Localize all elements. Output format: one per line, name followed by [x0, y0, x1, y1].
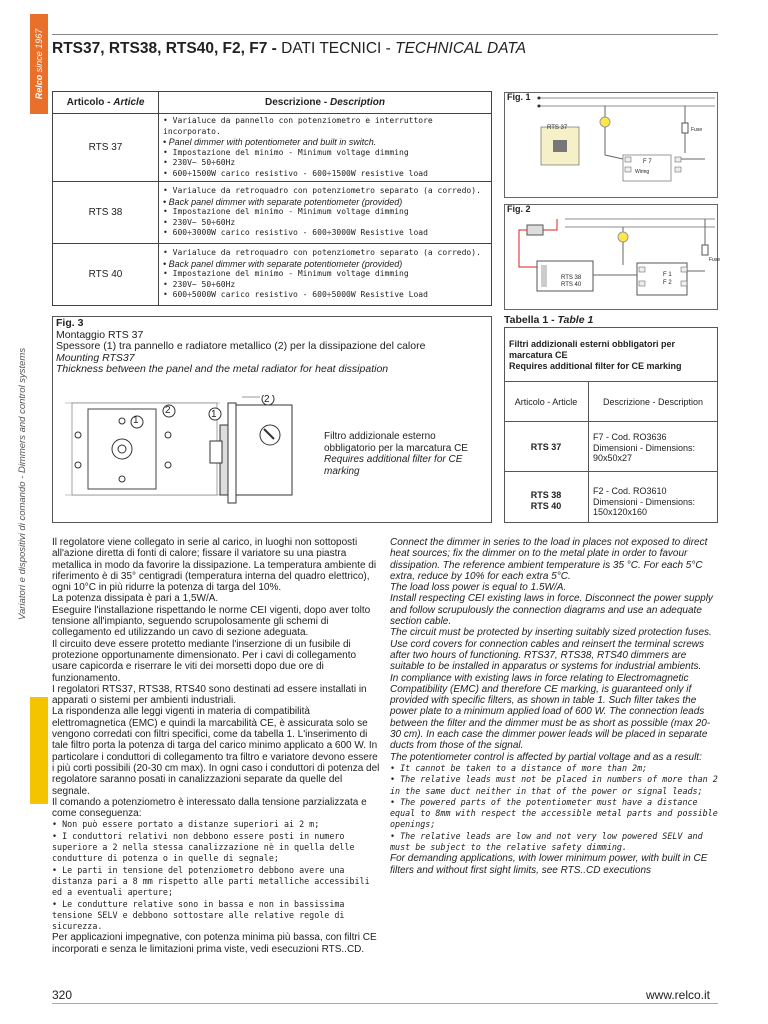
- title-codes: RTS37, RTS38, RTS40, F2, F7 -: [52, 40, 277, 57]
- page-title: [52, 40, 526, 58]
- table-1-columns: [504, 382, 718, 422]
- bullet-item: • Le parti in tensione del potenziometro debbono avere una distanza pari a 8 mm rispetto alle parti metalliche accessibili ed a eventuali aperture;: [52, 864, 370, 898]
- paragraph: Install respecting CEI existing laws in force. Disconnect the power supply and follow scrupulously the connection diagrams and use an adequate section cable.: [390, 593, 713, 628]
- fig3-number-2-b: 2: [264, 394, 270, 405]
- table-row: [53, 244, 492, 306]
- paragraph: Per applicazioni impegnative, con potenza minima più bassa, con filtri CE incorporati e senza le limitazioni prima viste, vedi esecuzioni RTS..CD.: [52, 932, 377, 955]
- table-row: [53, 114, 492, 182]
- paragraph: I regolatori RTS37, RTS38, RTS40 sono destinati ad essere installati in apparati o sistemi per ambienti industriali.: [52, 683, 367, 707]
- article-cell: RTS 38: [53, 182, 159, 244]
- paragraph: Connect the dimmer in series to the load in places not exposed to direct heat sources; fix the dimmer on to the metal plate in order to favour dissipation. The reference ambient temperature is 35 °C. For each 5°C extra, reduce by 10% for each extra 5°C.: [390, 537, 708, 582]
- paragraph: Il comando a potenziometro è interessato dalla tensione parzializzata e come conseguenza:: [52, 796, 367, 820]
- article-cell: RTS 38 RTS 40: [530, 490, 562, 511]
- table-1-header: [504, 327, 718, 382]
- table-1-title: Tabella 1 - Table 1: [504, 314, 594, 326]
- title-it: DATI TECNICI: [281, 40, 382, 57]
- side-section-title: Variatori e dispositivi di comando - Dimmers and control systems: [17, 347, 28, 620]
- figure-3-desc-it: Spessore (1) tra pannello e radiatore metallico (2) per la dissipazione del calore: [56, 340, 426, 352]
- fig1-f7-label: F 7: [643, 159, 652, 165]
- fig3-filter-note: [324, 431, 484, 477]
- bullet-item: • The relative leads are low and not very low powered SELV and must be subject to the relative safety dimming.: [390, 830, 703, 853]
- paragraph: Eseguire l'installazione rispettando le norme CEI vigenti, dopo aver tolto tensione all'impianto, seguendo scrupolosamente gli schemi di collegamento ed utilizzando un cavo di sezione adeguata.: [52, 604, 371, 639]
- article-cell: RTS 37: [53, 114, 159, 182]
- spec-table: [52, 91, 492, 306]
- paragraph: La potenza dissipata è pari a 1,5W/A.: [52, 593, 219, 605]
- paragraph: The circuit must be protected by inserting suitably sized protection fuses. Use cord covers for connection cables and reinsert the terminal screws after two hours of functioning. RTS37, RTS38, RTS40 dimmers are suitable to be installed in apparatus or systems for industrial ambients.: [390, 627, 712, 673]
- fig2-rts38-label: RTS 38: [561, 275, 582, 281]
- fig3-note-it: Filtro addizionale esterno obbligatorio per la marcatura CE: [324, 431, 468, 454]
- table-1-head-en: Requires additional filter for CE marking: [509, 361, 682, 371]
- footer-rule: [52, 1003, 718, 1004]
- paragraph: The load loss power is equal to 1.5W/A.: [390, 582, 567, 594]
- bullet-item: • Non può essere portato a distanze superiori ai 2 m;: [52, 819, 320, 830]
- article-cell: RTS 40: [53, 244, 159, 306]
- figure-1-wiring-diagram: [504, 92, 718, 198]
- brand-tab: [30, 14, 48, 114]
- article-cell: RTS 37: [530, 442, 562, 452]
- figure-3-title-en: Mounting RTS37: [56, 351, 135, 364]
- fig3-number-2-a: 2: [165, 405, 171, 416]
- col-article: Articolo - Article: [53, 92, 159, 114]
- figure-3-caption: [56, 318, 425, 376]
- description-cell: • Varialuce da pannello con potenziometro e interruttore incorporato. • Panel dimmer with potentiometer and built in switch. • Impostazione del minimo - Minimum voltage dimming • 230V~ 50÷60Hz • 600÷1500W carico resistivo - 600÷1500W resistive load: [159, 114, 492, 182]
- fig3-number-1-b: 1: [211, 409, 217, 420]
- fig1-fuse-label: Fuse: [691, 127, 703, 133]
- description-cell: • Varialuce da retroquadro con potenziometro separato (a corredo). • Back panel dimmer with separate potentiometer (provided) • Impostazione del minimo - Minimum voltage dimming • 230V~ 50÷60Hz • 600÷5000W carico resistivo - 600÷5000W Resistive Load: [159, 244, 492, 306]
- bullet-item: • The relative leads must not be placed in numbers of more than 2 in the same duct neither in that of the power or signal leads;: [390, 774, 718, 796]
- fig3-note-en: Requires additional filter for CE marking: [324, 454, 463, 477]
- figure-2-wiring-diagram: [504, 204, 721, 310]
- brand-since: since 1967: [34, 28, 44, 73]
- paragraph: Il circuito deve essere protetto mediante l'inserzione di un fusibile di protezione opportunamente dimensionato. Per i cavi di collegamento usare capicorda e riserrare le viti dei morsetti dopo due ore di funzionamento.: [52, 638, 357, 684]
- bullet-item: • Le condutture relative sono in bassa e non in bassissima tensione SELV e debbono sottostare alle relative regole di sicurezza.: [52, 898, 345, 932]
- table-1-head-it: Filtri addizionali esterni obbligatori per marcatura CE: [509, 339, 676, 360]
- brand-name: Relco: [34, 74, 44, 100]
- bullet-item: • It cannot be taken to a distance of more than 2m;: [390, 762, 648, 773]
- website-link[interactable]: www.relco.it: [646, 988, 711, 1002]
- table-row: [504, 422, 718, 472]
- fig2-rts-labels: [561, 275, 581, 289]
- description-cell: F2 - Cod. RO3610 Dimensioni - Dimensions: 150x120x160: [593, 486, 696, 517]
- bullet-item: • The powered parts of the potentiometer must have a distance equal to 8mm with respect the accessible metal parts and possible openings;: [390, 796, 718, 830]
- figure-3-label: Fig. 3: [56, 317, 84, 329]
- paragraph: For demanding applications, with lower minimum power, with built in CE filters and without first sight limits, see RTS..CD executions: [390, 853, 708, 876]
- fig1-rts-label: RTS 37: [547, 125, 568, 131]
- bullet-item: • I conduttori relativi non debbono essere posti in numero superiore a 2 nella stessa canalizzazione nè in quella delle condutture di potenza o in quelle di segnale;: [52, 830, 355, 864]
- fig2-f-labels: [663, 271, 672, 287]
- fig3-number-1-a: 1: [133, 415, 139, 426]
- figure-1-label: Fig. 1: [507, 92, 531, 102]
- paragraph: Il regolatore viene collegato in serie al carico, in luoghi non sottoposti all'azione diretta di fonti di calore; fissare il variatore su una piastra metallica in modo da favorire la dissipazione. La temperatura ambiente di riferimento è di 35° centigradi (temperatura interna del quadro elettrico), ogni 10°C in più ridurre la potenza di targa del 10%.: [52, 537, 377, 594]
- fig2-fuse-label: Fuse: [709, 257, 721, 263]
- table-1-col-article: Articolo - Article: [514, 397, 578, 407]
- figure-2-label: Fig. 2: [507, 204, 531, 214]
- table-row: [53, 182, 492, 244]
- fig2-rts40-label: RTS 40: [561, 282, 582, 288]
- table-1-col-desc: Descrizione - Description: [602, 397, 704, 407]
- paragraph: The potentiometer control is affected by partial voltage and as a result:: [390, 751, 702, 763]
- description-cell: • Varialuce da retroquadro con potenziometro separato (a corredo). • Back panel dimmer with separate potentiometer (provided) • Impostazione del minimo - Minimum voltage dimming • 230V~ 50÷60Hz • 600÷3000W carico resistivo - 600÷3000W Resistive load: [159, 182, 492, 244]
- title-en: TECHNICAL DATA: [395, 40, 527, 57]
- fig2-f2-label: F 2: [663, 280, 672, 286]
- figure-3-title-it: Montaggio RTS 37: [56, 328, 144, 341]
- paragraph: La rispondenza alle leggi vigenti in materia di compatibilità elettromagnetica (EMC) e quindi la marcabilità CE, è assicurata solo se vengono corredati con filtri specifici, come da tabella 1. L'inserimento di tale filtro porta la potenza di targa del carico minimo applicato a 600 W. In particolare i conduttori di collegamento tra filtro e variatore devono essere i più corti possibili (20-30 cm max). In ogni caso i conduttori di potenza del regolatore saranno posati in canalizzazioni separate da quelle del segnale.: [52, 706, 380, 797]
- table-row: [504, 472, 718, 523]
- fig2-schematic: [505, 205, 719, 311]
- description-cell: F7 - Cod. RO3636 Dimensioni - Dimensions: 90x50x27: [593, 432, 696, 463]
- figure-3-desc-en: Thickness between the panel and the metal radiator for heat dissipation: [56, 363, 389, 375]
- col-description: Descrizione - Description: [159, 92, 492, 114]
- fig3-mounting-drawing: [60, 395, 310, 515]
- fig2-f1-label: F 1: [663, 272, 672, 278]
- body-text-english: [390, 537, 718, 876]
- body-text-italian: [52, 537, 380, 955]
- spec-table-header: [53, 92, 492, 114]
- title-sep: -: [385, 40, 391, 57]
- page-number: 320: [52, 988, 73, 1002]
- paragraph: In compliance with existing laws in force relating to Electromagnetic Compatibility (EMC) and therefore CE marking, is guaranteed only if provided with specific filters, as shown in table 1. Such filter takes the power plate to a minimum applied load of 600 W. The connection leads between the filter and the dimmer must be as short as possible (max 20-30 cm). In each case the dimmer power leads will be placed in separate ducts from those of the signal.: [390, 672, 711, 752]
- header-rule: [52, 34, 718, 35]
- fig1-schematic: [505, 93, 719, 199]
- section-tab: [30, 697, 48, 804]
- fig1-wiring-label: Wiring: [635, 169, 650, 175]
